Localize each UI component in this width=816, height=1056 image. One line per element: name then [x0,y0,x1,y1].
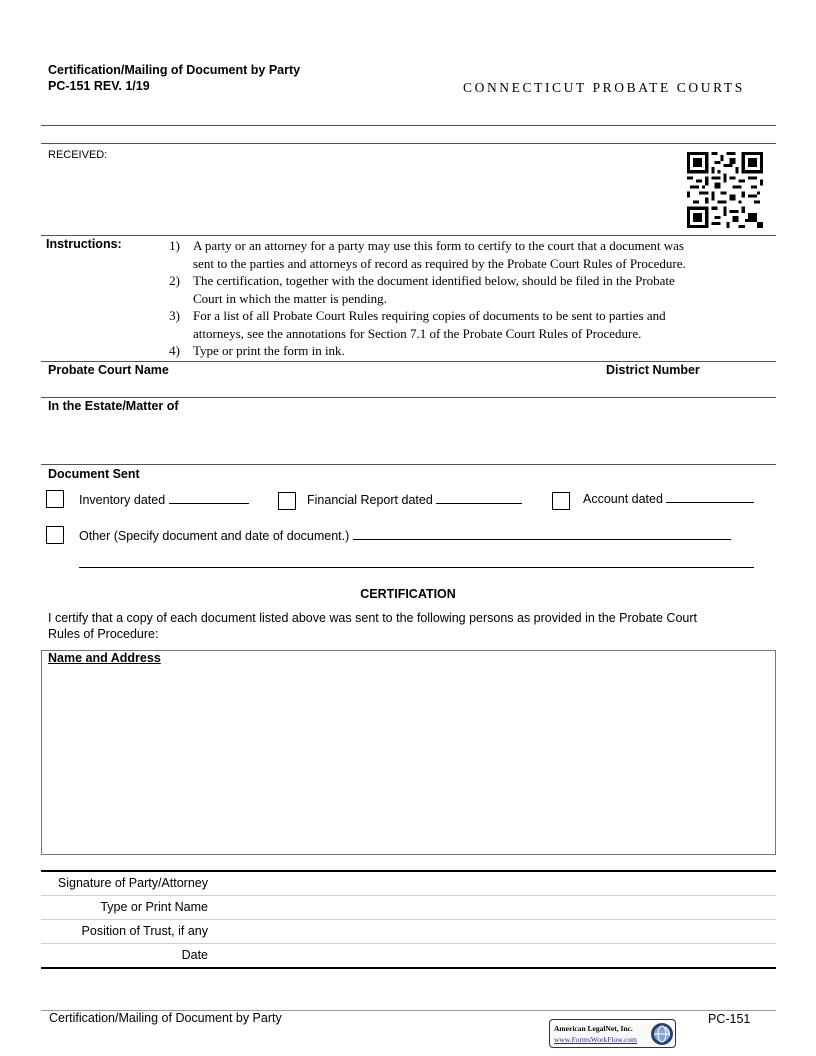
estate-top-divider [41,397,776,398]
date-field[interactable] [214,945,774,967]
inventory-checkbox[interactable] [46,490,64,508]
form-number: PC-151 REV. 1/19 [48,79,150,93]
instruction-number: 3) [169,308,180,323]
account-label: Account dated [583,492,663,506]
signature-field[interactable] [214,872,774,894]
globe-icon [650,1022,674,1046]
court-fields-top-divider [41,361,776,362]
account-checkbox[interactable] [552,492,570,510]
other-specify-line[interactable] [79,567,754,568]
inventory-date-field[interactable] [169,492,249,504]
document-sent-top-divider [41,464,776,465]
account-option [583,491,754,506]
inventory-option [79,492,249,507]
logo-url[interactable]: www.FormsWorkFlow.com [554,1035,638,1044]
instruction-text: For a list of all Probate Court Rules requiring copies of documents to be sent to parties and attorneys, see the annotations for Section 7.1 of the Probate Court Rules of Procedure. [193,308,666,341]
district-number-field[interactable]: District Number [606,363,700,377]
name-address-label: Name and Address [48,651,161,665]
other-checkbox[interactable] [46,526,64,544]
other-label: Other (Specify document and date of document.) [79,529,350,543]
financial-report-option [307,492,522,507]
inventory-label: Inventory dated [79,493,166,507]
estate-matter-field[interactable]: In the Estate/Matter of [48,399,179,413]
signature-label: Signature of Party/Attorney [57,876,208,890]
account-date-field[interactable] [666,491,754,503]
instruction-number: 2) [169,273,180,288]
financial-report-label: Financial Report dated [307,493,433,507]
instruction-text: A party or an attorney for a party may use this form to certify to the court that a document was sent to the parties and attorneys of record as required by the Probate Court Rules of Procedure. [193,238,686,271]
probate-court-name-field[interactable]: Probate Court Name [48,363,169,377]
certification-title: CERTIFICATION [360,587,456,601]
court-name: CONNECTICUT PROBATE COURTS [463,80,745,95]
header-divider [41,125,776,126]
received-label: RECEIVED: [48,149,108,161]
other-specify-field[interactable] [353,528,731,540]
certification-text: I certify that a copy of each document listed above was sent to the following persons as provided in the Probate Court Rules of Procedure: [48,611,697,641]
americanlegalnet-logo[interactable] [549,1019,676,1048]
print-name-field[interactable] [214,897,774,919]
instructions-top-divider [41,235,776,236]
received-top-divider [41,143,776,144]
name-address-box[interactable] [41,650,776,855]
instruction-number: 4) [169,343,180,358]
print-name-row-divider [41,919,776,920]
signature-bottom-rule [41,967,776,969]
instruction-number: 1) [169,238,180,253]
footer-form-code: PC-151 [708,1012,751,1026]
document-sent-label: Document Sent [48,467,140,481]
instruction-text: The certification, together with the document identified below, should be filed in the Probate Court in which the matter is pending. [193,273,675,306]
position-of-trust-field[interactable] [214,921,774,943]
date-label: Date [181,948,208,962]
qr-code [687,152,763,228]
instruction-text: Type or print the form in ink. [193,343,345,358]
instructions-label: Instructions: [46,237,122,251]
financial-report-date-field[interactable] [436,492,522,504]
form-title: Certification/Mailing of Document by Party [48,63,301,77]
footer-title: Certification/Mailing of Document by Party [49,1011,282,1025]
print-name-label: Type or Print Name [100,900,208,914]
other-option [79,528,731,543]
position-row-divider [41,943,776,944]
position-of-trust-label: Position of Trust, if any [81,924,208,938]
logo-company: American LegalNet, Inc. [554,1024,633,1033]
financial-report-checkbox[interactable] [278,492,296,510]
signature-row-divider [41,895,776,896]
